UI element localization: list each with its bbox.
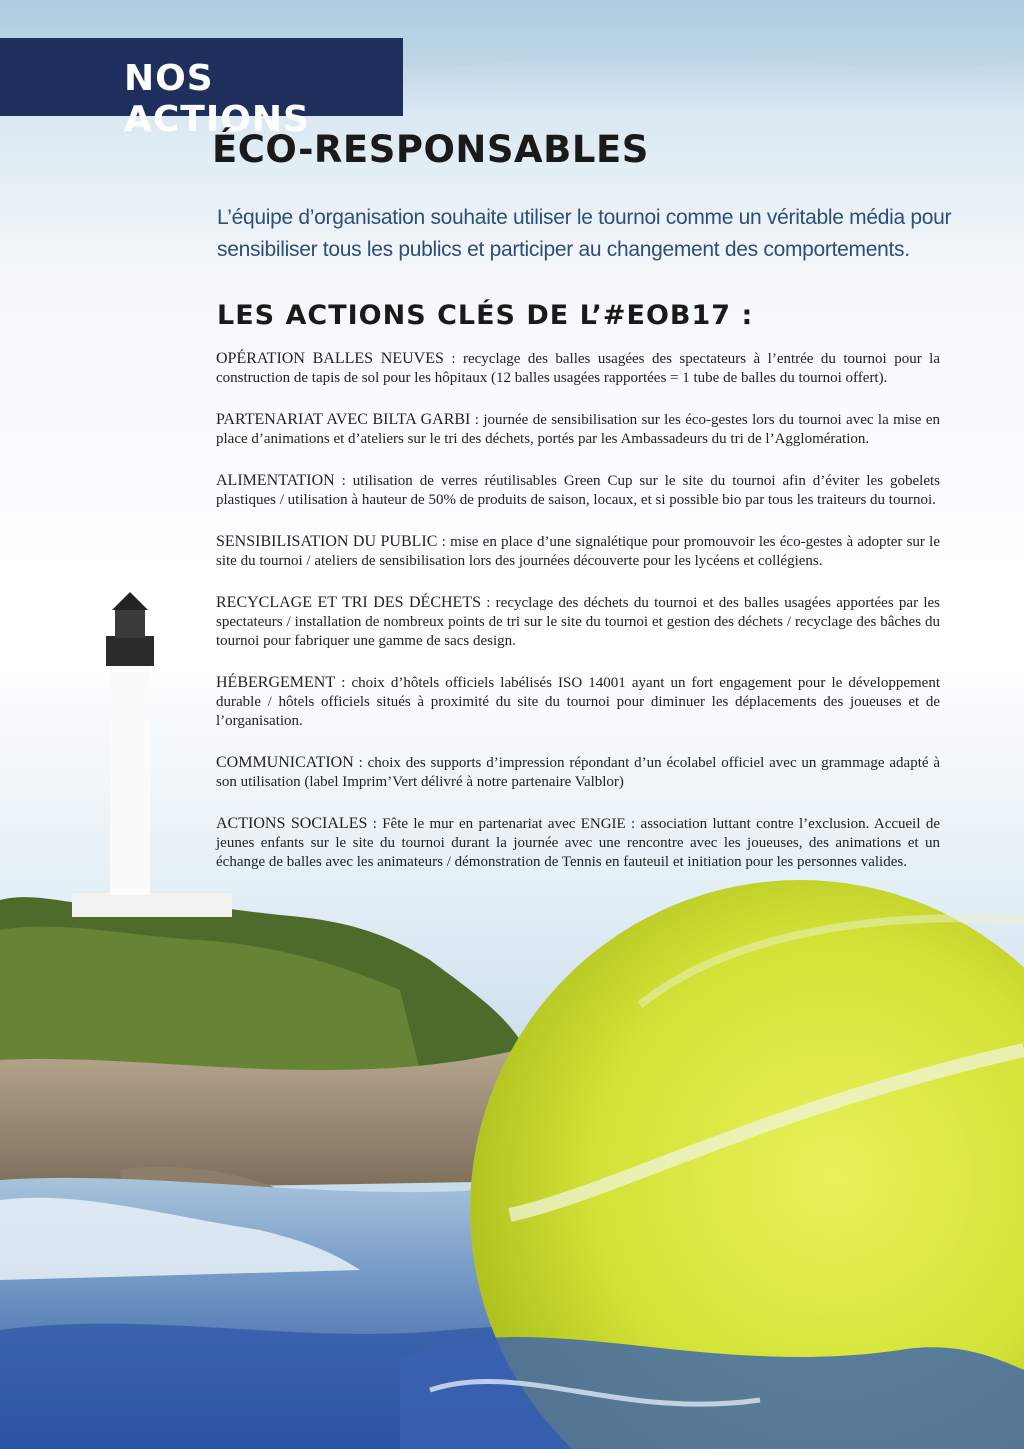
section-title: LES ACTIONS CLÉS DE L’#EOB17 : [217,300,754,331]
action-item [216,471,940,510]
action-key: PARTENARIAT AVEC BILTA GARBI [216,411,471,428]
page-title: NOS ACTIONS [124,58,310,140]
action-text: : journée de sensibilisation sur les éco-gestes lors du tournoi avec la mise en place d’animations et d’ateliers sur le tri des déchets, portés par les Ambassadeurs du tri de l’Agglomération. [216,412,940,447]
action-key: RECYCLAGE ET TRI DES DÉCHETS [216,594,481,611]
action-key: OPÉRATION BALLES NEUVES [216,350,444,367]
action-item [216,814,940,872]
action-item [216,410,940,449]
action-key: HÉBERGEMENT [216,674,336,691]
page-subtitle: ÉCO-RESPONSABLES [212,128,649,171]
action-text: : utilisation de verres réutilisables Green Cup sur le site du tournoi afin d’éviter les gobelets plastiques / utilisation à hauteur de 50% de produits de saison, locaux, et si possible bio par tous les traiteurs du tournoi. [216,473,940,508]
action-key: COMMUNICATION [216,754,354,771]
action-item [216,593,940,651]
action-text: : recyclage des déchets du tournoi et des balles usagées apportées par les spectateurs / installation de nombreux points de tri sur le site du tournoi et gestion des déchets / recyclage des bâches du tournoi pour fabriquer une gamme de sacs design. [216,595,941,649]
actions-list [216,349,940,894]
action-key: ACTIONS SOCIALES [216,815,368,832]
action-item [216,532,940,571]
action-key: ALIMENTATION [216,472,335,489]
action-text: : choix d’hôtels officiels labélisés ISO 14001 ayant un fort engagement pour le développement durable / hôtels officiels situés à proximité du site du tournoi pour diminuer les déplacements des joueuses et de l’organisation. [216,675,940,729]
action-item [216,753,940,792]
action-item [216,349,940,388]
action-text: : recyclage des balles usagées des spectateurs à l’entrée du tournoi pour la construction de tapis de sol pour les hôpitaux (12 balles usagées rapportées = 1 tube de balles du tournoi offert). [216,351,940,386]
intro-paragraph: L’équipe d’organisation souhaite utiliser le tournoi comme un véritable média pour sensibiliser tous les publics et participer au changement des comportements. [217,206,952,261]
action-text: : Fête le mur en partenariat avec ENGIE : association luttant contre l’exclusion. Accueil de jeunes enfants sur le site du tournoi durant la journée avec une rencontre avec les joueuses, des animations et un échange de balles avec les animateurs / démonstration de Tennis en fauteuil et initiation pour les personnes valides. [216,816,940,870]
action-item [216,673,940,731]
action-text: : mise en place d’une signalétique pour promouvoir les éco-gestes à adopter sur le site du tournoi / ateliers de sensibilisation lors des journées découverte pour les lycéens et collégiens. [216,534,940,569]
action-text: : choix des supports d’impression répondant d’un écolabel officiel avec un grammage adapté à son utilisation (label Imprim’Vert délivré à notre partenaire Valblor) [216,755,940,790]
action-key: SENSIBILISATION DU PUBLIC [216,533,438,550]
title-band [0,38,403,140]
